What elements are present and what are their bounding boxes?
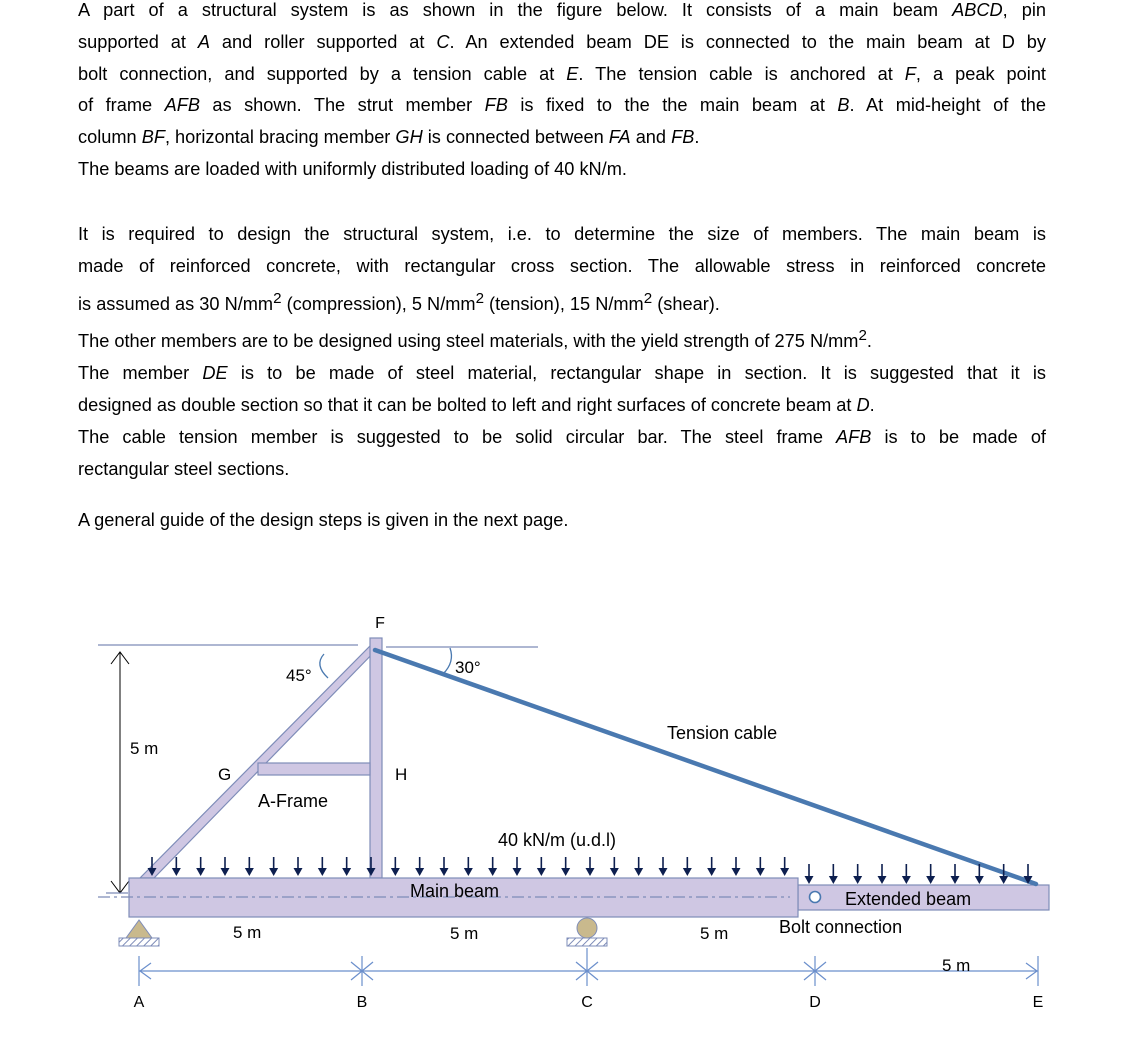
udl-arrow [488, 857, 497, 876]
guide-line: A general guide of the design steps is given in the next page. [78, 510, 569, 530]
extended-beam-label: Extended beam [845, 889, 972, 909]
label-g: G [218, 765, 232, 784]
udl-arrow [878, 864, 887, 884]
angle-45-label: 45° [286, 666, 312, 685]
dim-tick-c [576, 948, 598, 986]
guide-paragraph [78, 505, 1046, 537]
pin-support-a-ground [119, 938, 159, 946]
udl-arrow [926, 864, 935, 884]
udl-arrow [342, 857, 351, 876]
udl-arrow [294, 857, 303, 876]
span-ab-label: 5 m [233, 923, 262, 942]
span-bc-label: 5 m [450, 924, 479, 943]
load-label: 40 kN/m (u.d.l) [498, 830, 617, 850]
udl-arrow [172, 857, 181, 876]
udl-arrow [269, 857, 278, 876]
label-b: B [356, 994, 368, 1011]
udl-arrow [464, 857, 473, 876]
intro-line-6: The beams are loaded with uniformly distributed loading of 40 kN/m. [78, 158, 627, 179]
label-e: E [1032, 994, 1044, 1011]
member-gh [258, 763, 370, 775]
tension-cable [375, 650, 1036, 884]
udl-arrow [659, 857, 668, 876]
req-line-4: The other members are to be designed using steel materials, with the yield strength of 275 $N/mm^2$. [78, 327, 872, 352]
roller-support-c [577, 918, 597, 938]
intro-line-3: bolt connection, and supported by a tension cable at E. The tension cable is anchored at F, a peak point [78, 63, 1046, 84]
span-cd-label: 5 m [700, 924, 729, 943]
intro-line-5: column BF, horizontal bracing member GH is connected between FA and FB. [78, 127, 700, 148]
udl-arrow [513, 857, 522, 876]
udl-arrow [732, 857, 741, 876]
udl-arrow [756, 857, 765, 876]
udl-arrow [586, 857, 595, 876]
udl-arrow [196, 857, 205, 876]
label-d: D [809, 994, 821, 1011]
span-de-label: 5 m [942, 956, 971, 975]
udl-arrow [537, 857, 546, 876]
req-line-2: made of reinforced concrete, with rectangular cross section. The allowable stress in reinforced concrete [78, 255, 1046, 276]
req-line-6: designed as double section so that it can be bolted to left and right surfaces of concrete beam at D. [78, 395, 875, 416]
intro-line-2: supported at A and roller supported at C. An extended beam DE is connected to the main beam at D by [78, 31, 1046, 52]
aframe-label: A-Frame [258, 791, 329, 811]
structural-diagram [0, 600, 1125, 1054]
udl-arrow [391, 857, 400, 876]
udl-arrow [440, 857, 449, 876]
label-a: A [133, 994, 145, 1011]
label-h: H [395, 765, 408, 784]
udl-arrow [805, 864, 814, 884]
label-c: C [581, 994, 593, 1011]
udl-arrow [951, 864, 960, 884]
udl-arrow [610, 857, 619, 876]
udl-arrow [902, 864, 911, 884]
requirements-paragraph [78, 219, 1046, 486]
req-line-3: is assumed as 30 $N/mm^2$ (compression), 5 $N/mm^2$ (tension), 15 $N/mm^2$ (shear). [78, 289, 720, 314]
udl-arrow [221, 857, 230, 876]
member-fa [140, 646, 380, 878]
main-beam-label: Main beam [410, 881, 500, 901]
udl-arrow [634, 857, 643, 876]
pin-support-a [126, 920, 152, 938]
angle-30-arc [443, 648, 451, 674]
udl-arrow [683, 857, 692, 876]
angle-30-label: 30° [455, 658, 481, 677]
udl-arrow [853, 864, 862, 884]
bolt-connection-circle [810, 892, 821, 903]
req-line-1: It is required to design the structural system, i.e. to determine the size of members. The main beam is [78, 224, 1046, 244]
roller-support-c-ground [567, 938, 607, 946]
udl-arrow [561, 857, 570, 876]
height-label: 5 m [130, 739, 159, 758]
udl-arrow [318, 857, 327, 876]
intro-line-4: of frame AFB as shown. The strut member FB is fixed to the the main beam at B. At mid-height of the [78, 95, 1046, 116]
intro-line-1: A part of a structural system is as shown in the figure below. It consists of a main beam ABCD, pin [78, 0, 1046, 20]
label-f: F [375, 615, 385, 632]
angle-45-arc [320, 654, 328, 678]
tension-cable-label: Tension cable [667, 723, 778, 743]
udl-arrow [707, 857, 716, 876]
req-line-7: The cable tension member is suggested to be solid circular bar. The steel frame AFB is to be made of [78, 426, 1046, 447]
req-line-5: The member DE is to be made of steel material, rectangular shape in section. It is suggested that it is [78, 363, 1046, 384]
udl-arrow [245, 857, 254, 876]
req-line-8: rectangular steel sections. [78, 458, 290, 479]
bolt-connection-label: Bolt connection [779, 917, 903, 937]
udl-arrow [415, 857, 424, 876]
intro-paragraph [78, 0, 1046, 186]
member-bf [370, 638, 382, 878]
udl-arrow [829, 864, 838, 884]
udl-arrow [780, 857, 789, 876]
